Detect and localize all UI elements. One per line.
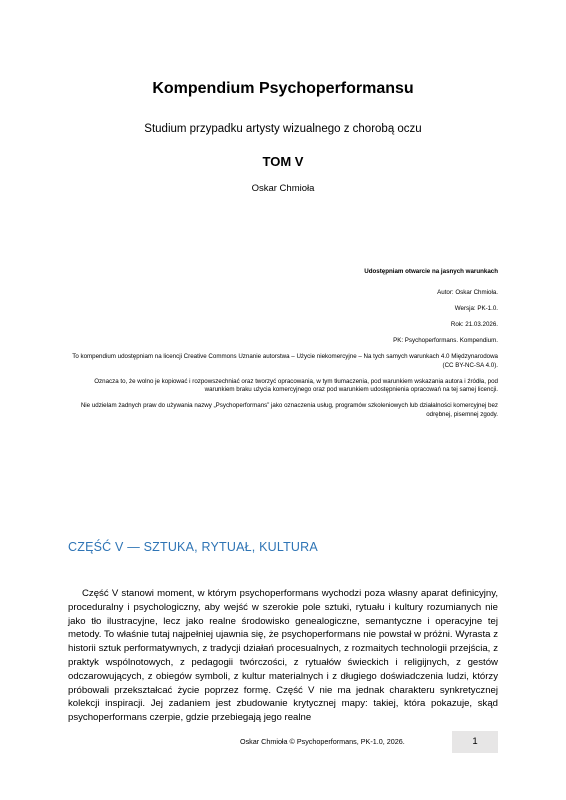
license-author-line: Autor: Oskar Chmioła. <box>437 288 498 296</box>
section-heading: CZĘŚĆ V — SZTUKA, RYTUAŁ, KULTURA <box>68 540 318 554</box>
license-version-line: Wersja: PK-1.0. <box>454 304 498 312</box>
license-trademark-text: Nie udzielam żadnych praw do używania nazwy „Psychoperformans” jako oznaczenia usług, programów szkoleniowych lub działalności komercyjnej bez odrębnej, pisemnej zgody. <box>80 402 498 418</box>
section-body-paragraph: Część V stanowi moment, w którym psychoperformans wychodzi poza własny aparat definicyjny, proceduralny i psychologiczny, aby wejść w szerokie pole sztuki, rytuału i kultury rozumianych nie jako tło ilustracyjne, lecz jako realne środowisko genealogiczne, semantyczne i operacyjne tej metody. To właśnie tutaj najpełniej ujawnia się, że psychoperformans nie powstał w próżni. Wyrasta z historii sztuk performatywnych, z tradycji działań procesualnych, z rozmaitych technologii przejścia, z praktyk wspólnotowych, z pedagogii twórczości, z rytuałów świeckich i religijnych, z gestów odczarowujących, z obiegów symboli, z kultur materialnych i z długiego doświadczenia ludzi, którzy próbowali przekształcać życie poprzez formę. Część V nie ma jednak charakteru synkretycznej kolekcji inspiracji. Jej zadaniem jest zbudowanie krytycznej mapy: takiej, która pokazuje, skąd psychoperformans czerpie, gdzie przebiegają jego realne <box>68 588 498 724</box>
footer-text: Oskar Chmioła © Psychoperformans, PK-1.0, 2026. <box>240 737 405 746</box>
license-heading: Udostępniam otwarcie na jasnych warunkach <box>364 268 498 275</box>
document-subtitle: Studium przypadku artysty wizualnego z chorobą oczu <box>144 123 422 135</box>
document-title: Kompendium Psychoperformansu <box>152 80 414 97</box>
license-text: To kompendium udostępniam na licencji Creative Commons Uznanie autorstwa – Użycie niekomercyjne – Na tych samych warunkach 4.0 Międzynarodowa (CC BY-NC-SA 4.0). <box>72 352 498 369</box>
volume-label: TOM V <box>262 154 304 169</box>
license-year-line: Rok: 21.03.2026. <box>450 320 498 328</box>
page-number: 1 <box>452 731 498 753</box>
license-pk-line: PK: Psychoperformans. Kompendium. <box>393 336 498 344</box>
license-block <box>70 268 498 427</box>
license-permission-text: Oznacza to, że wolno je kopiować i rozpowszechniać oraz tworzyć opracowania, w tym tłumaczenia, pod warunkiem wskazania autora i źródła, pod warunkiem braku użycia komercyjnego oraz pod warunkiem udostępnienia opracowań na tej samej licencji. <box>94 377 498 394</box>
author-name: Oskar Chmioła <box>251 183 315 194</box>
